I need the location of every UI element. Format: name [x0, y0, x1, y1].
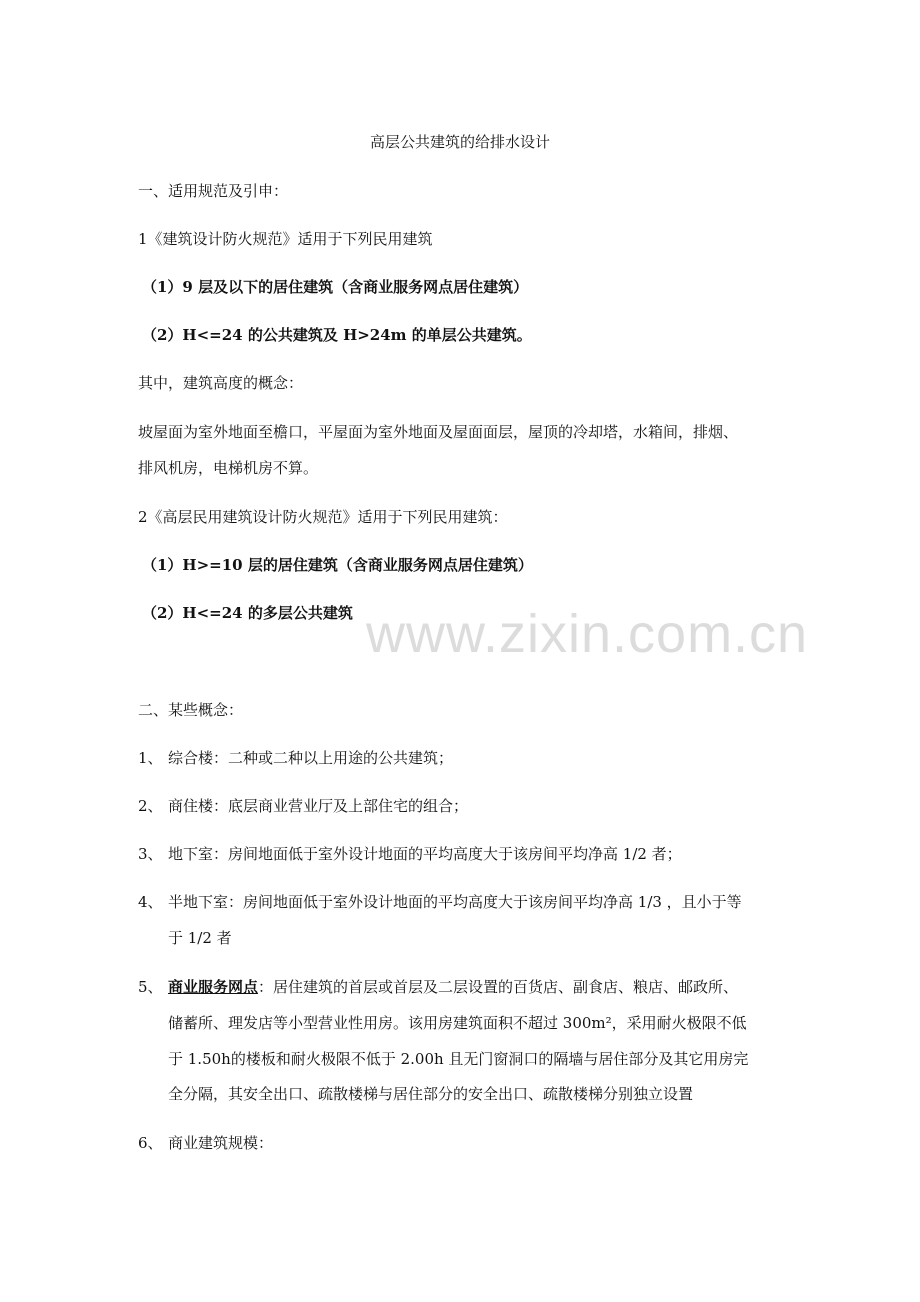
concept-definition: ：居住建筑的首层或首层及二层设置的百货店、副食店、粮店、邮政所、: [258, 978, 739, 996]
concept-number: 5、: [138, 978, 163, 996]
section-1-item-2-a: （1）H>=10 层的居住建筑（含商业服务网点居住建筑）: [142, 556, 533, 574]
section-1-note: 其中，建筑高度的概念：: [138, 374, 304, 392]
concept-term: 商业服务网点: [168, 978, 259, 996]
section-1-note-line-2: 排风机房，电梯机房不算。: [138, 459, 319, 477]
concept-text-line-4: 全分隔，其安全出口、疏散楼梯与居住部分的安全出口、疏散楼梯分别独立设置: [168, 1085, 694, 1103]
section-1-item-2: 2《高层民用建筑设计防火规范》适用于下列民用建筑：: [138, 508, 508, 526]
watermark: www.zixin.com.cn: [366, 604, 809, 664]
concept-text-line-1: 半地下室：房间地面低于室外设计地面的平均高度大于该房间平均净高 1/3 ，且小于等: [168, 893, 742, 911]
concept-text: 综合楼：二种或二种以上用途的公共建筑；: [168, 749, 454, 767]
concept-text-line-3: 于 1.50h的楼板和耐火极限不低于 2.00h 且无门窗洞口的隔墙与居住部分及其它用房完: [168, 1050, 749, 1068]
concept-number: 3、: [138, 845, 163, 863]
concept-text: 地下室：房间地面低于室外设计地面的平均高度大于该房间平均净高 1/2 者；: [168, 845, 682, 863]
concept-text-line-2: 储蓄所、理发店等小型营业性用房。该用房建筑面积不超过 300m²，采用耐火极限不低: [168, 1014, 747, 1032]
section-1-item-2-b: （2）H<=24 的多层公共建筑: [142, 604, 353, 622]
concept-number: 6、: [138, 1134, 163, 1152]
concept-number: 1、: [138, 749, 163, 767]
concept-number: 4、: [138, 893, 163, 911]
section-1-item-1-b: （2）H<=24 的公共建筑及 H>24m 的单层公共建筑。: [142, 326, 532, 344]
concept-text-line-2: 于 1/2 者: [168, 929, 232, 947]
concept-text: 商业建筑规模：: [168, 1134, 274, 1152]
concept-text-line-1: [168, 977, 738, 997]
section-1-item-1-a: （1）9 层及以下的居住建筑（含商业服务网点居住建筑）: [142, 278, 529, 296]
section-2-heading: 二、某些概念：: [138, 701, 244, 719]
page-title: 高层公共建筑的给排水设计: [369, 133, 550, 151]
section-1-note-line-1: 坡屋面为室外地面至檐口，平屋面为室外地面及屋面面层，屋顶的冷却塔，水箱间，排烟、: [138, 423, 739, 441]
section-1-heading: 一、适用规范及引申：: [138, 182, 289, 200]
section-1-item-1: 1《建筑设计防火规范》适用于下列民用建筑: [138, 230, 433, 248]
concept-number: 2、: [138, 797, 163, 815]
concept-text: 商住楼：底层商业营业厅及上部住宅的组合；: [168, 797, 469, 815]
